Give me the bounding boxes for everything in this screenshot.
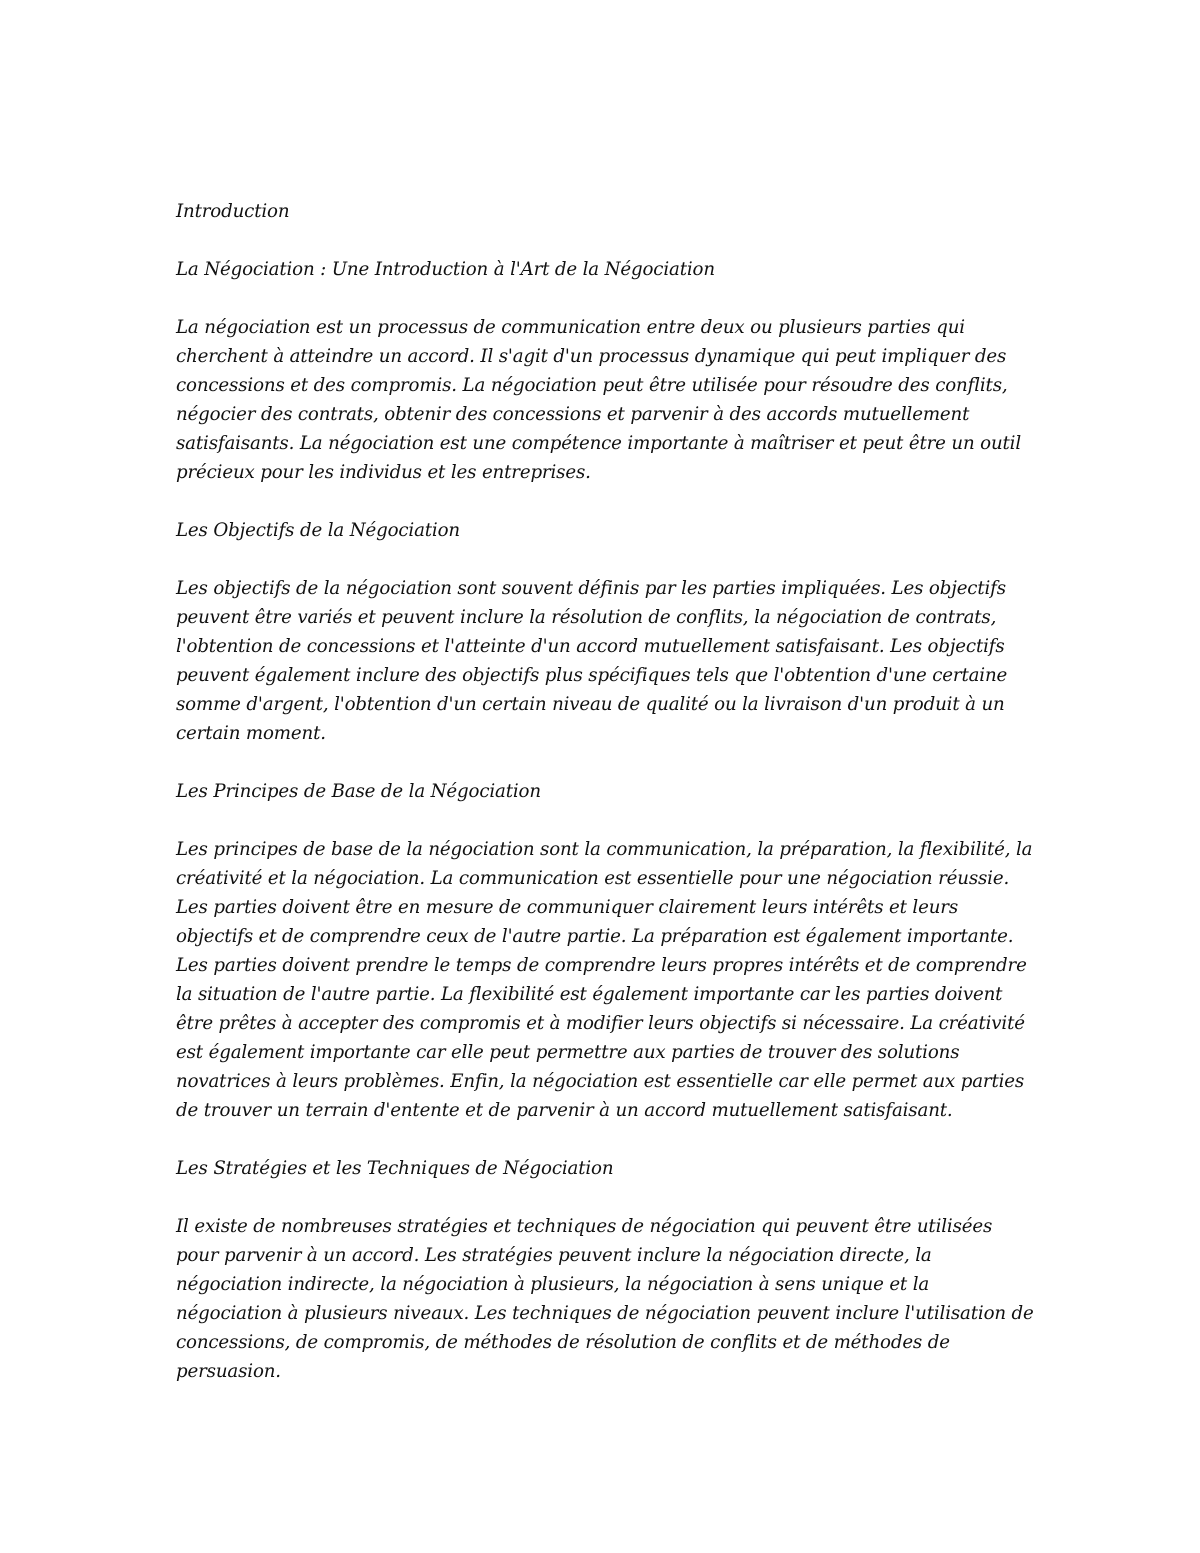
paragraph-objectifs: Les objectifs de la négociation sont souvent définis par les parties impliquées. Les objectifs peuvent être variés et peuvent inclure la résolution de conflits, la négociation de contrats, l'obtention de concessions et l'atteinte d'un accord mutuellement satisfaisant. Les objectifs peuvent également inclure des objectifs plus spécifiques tels que l'obtention d'une certaine somme d'argent, l'obtention d'un certain niveau de qualité ou la livraison d'un produit à un certain moment. (176, 578, 1008, 744)
document-title: La Négociation : Une Introduction à l'Art de la Négociation (176, 259, 715, 280)
section-heading-principes: Les Principes de Base de la Négociation (176, 781, 541, 802)
document-body (176, 197, 1036, 1386)
paragraph-principes: Les principes de base de la négociation sont la communication, la préparation, la flexibilité, la créativité et la négociation. La communication est essentielle pour une négociation réussie. Les parties doivent être en mesure de communiquer clairement leurs intérêts et leurs objectifs et de comprendre ceux de l'autre partie. La préparation est également importante. Les parties doivent prendre le temps de comprendre leurs propres intérêts et de comprendre la situation de l'autre partie. La flexibilité est également importante car les parties doivent être prêtes à accepter des compromis et à modifier leurs objectifs si nécessaire. La créativité est également importante car elle peut permettre aux parties de trouver des solutions novatrices à leurs problèmes. Enfin, la négociation est essentielle car elle permet aux parties de trouver un terrain d'entente et de parvenir à un accord mutuellement satisfaisant. (176, 839, 1033, 1121)
paragraph-strategies: Il existe de nombreuses stratégies et techniques de négociation qui peuvent être utilisées pour parvenir à un accord. Les stratégies peuvent inclure la négociation directe, la négociation indirecte, la négociation à plusieurs, la négociation à sens unique et la négociation à plusieurs niveaux. Les techniques de négociation peuvent inclure l'utilisation de concessions, de compromis, de méthodes de résolution de conflits et de méthodes de persuasion. (176, 1216, 1034, 1382)
section-heading-introduction: Introduction (176, 201, 290, 222)
section-heading-strategies: Les Stratégies et les Techniques de Négociation (176, 1158, 614, 1179)
section-heading-objectifs: Les Objectifs de la Négociation (176, 520, 460, 541)
paragraph-introduction: La négociation est un processus de communication entre deux ou plusieurs parties qui cherchent à atteindre un accord. Il s'agit d'un processus dynamique qui peut impliquer des concessions et des compromis. La négociation peut être utilisée pour résoudre des conflits, négocier des contrats, obtenir des concessions et parvenir à des accords mutuellement satisfaisants. La négociation est une compétence importante à maîtriser et peut être un outil précieux pour les individus et les entreprises. (176, 317, 1022, 483)
